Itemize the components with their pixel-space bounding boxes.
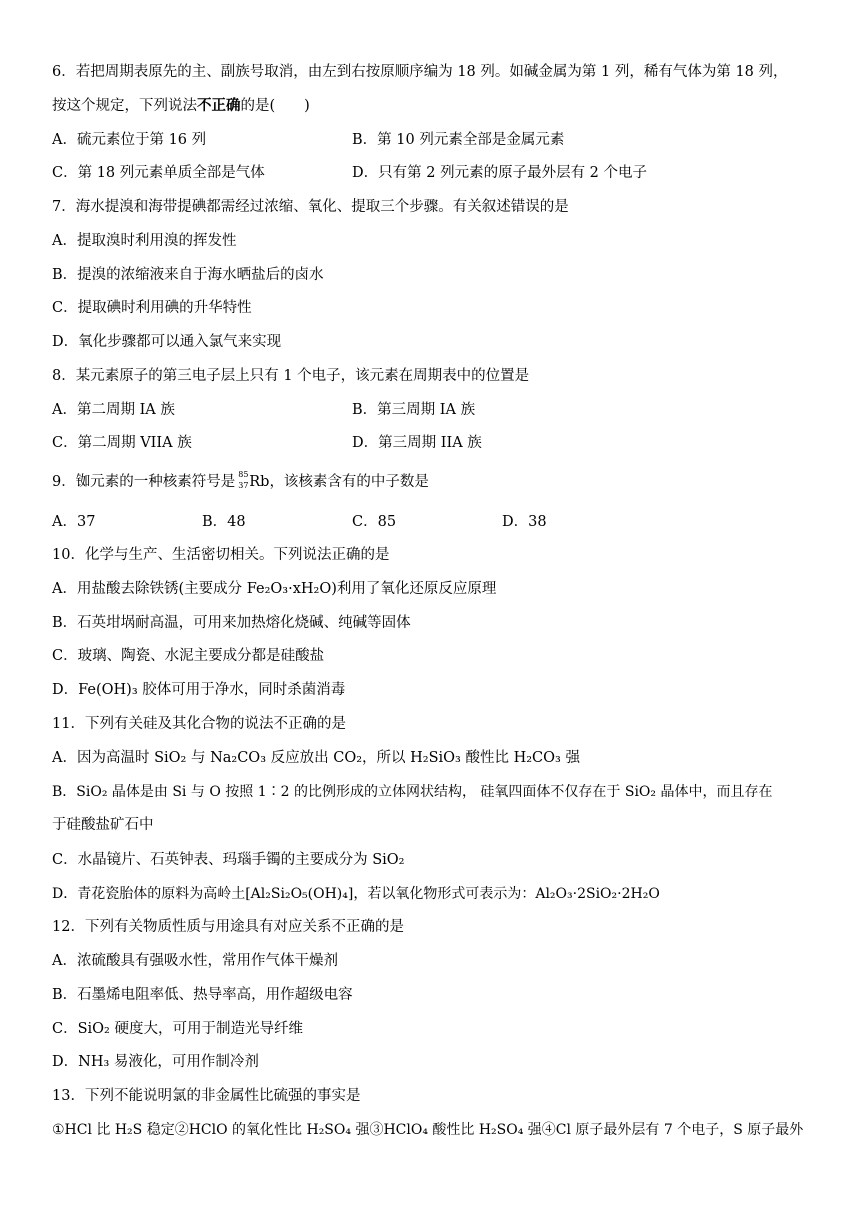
q9-option-a: A．37 [52,514,96,530]
q11-option-b-line2: 于硅酸盐矿石中 [52,817,154,833]
q12-option-a: A．浓硫酸具有强吸水性，常用作气体干燥剂 [52,953,338,969]
q9-stem [52,472,429,492]
element-symbol: Rb [249,474,270,490]
q7-option-b: B．提溴的浓缩液来自于海水晒盐后的卤水 [52,267,324,283]
q6-emphasis: 不正确 [197,97,241,114]
q6-stem-line2 [52,96,310,116]
q8-stem: 8．某元素原子的第三电子层上只有 1 个电子，该元素在周期表中的位置是 [52,368,530,384]
q7-option-a: A．提取溴时利用溴的挥发性 [52,233,237,249]
q10-stem: 10．化学与生产、生活密切相关。下列说法正确的是 [52,547,390,563]
q6-stem-line1: 6．若把周期表原先的主、副族号取消，由左到右按原顺序编为 18 列。如碱金属为第 1 列，稀有气体为第 18 列， [52,64,788,80]
q6-stem-text: 按这个规定，下列说法 [52,98,197,114]
q7-option-c: C．提取碘时利用碘的升华特性 [52,300,252,316]
q12-option-c: C．SiO₂ 硬度大，可用于制造光导纤维 [52,1021,303,1037]
nuclide-notation [235,472,249,492]
q12-option-b: B．石墨烯电阻率低、热导率高，用作超级电容 [52,987,353,1003]
q12-stem: 12．下列有关物质性质与用途具有对应关系不正确的是 [52,919,404,935]
q11-option-c: C．水晶镜片、石英钟表、玛瑙手镯的主要成分为 SiO₂ [52,852,405,868]
q10-option-c: C．玻璃、陶瓷、水泥主要成分都是硅酸盐 [52,648,325,664]
q10-option-a: A．用盐酸去除铁锈(主要成分 Fe₂O₃·xH₂O)利用了氧化还原反应原理 [52,581,497,597]
q11-stem: 11．下列有关硅及其化合物的说法不正确的是 [52,716,346,732]
q6-option-b: B．第 10 列元素全部是金属元素 [352,132,565,148]
q6-option-d: D．只有第 2 列元素的原子最外层有 2 个电子 [352,165,648,181]
q8-option-c: C．第二周期 VIIA 族 [52,435,192,451]
q7-option-d: D．氧化步骤都可以通入氯气来实现 [52,334,282,350]
q13-stem: 13．下列不能说明氯的非金属性比硫强的事实是 [52,1088,361,1104]
q9-stem-text: 9．铷元素的一种核素符号是 [52,474,236,490]
q9-option-c: C．85 [352,514,397,530]
q11-option-a: A．因为高温时 SiO₂ 与 Na₂CO₃ 反应放出 CO₂，所以 H₂SiO₃ 酸性比 H₂CO₃ 强 [52,750,580,766]
atomic-number: 37 [238,481,249,490]
q11-option-b-line1: B．SiO₂ 晶体是由 Si 与 O 按照 1∶2 的比例形成的立体网状结构， 硅氧四面体不仅存在于 SiO₂ 晶体中，而且存在 [52,784,773,800]
q6-option-c: C．第 18 列元素单质全部是气体 [52,165,265,181]
q6-option-a: A．硫元素位于第 16 列 [52,132,207,148]
q10-option-d: D．Fe(OH)₃ 胶体可用于净水，同时杀菌消毒 [52,682,346,698]
q9-option-d: D．38 [502,514,547,530]
q8-option-d: D．第三周期 IIA 族 [352,435,482,451]
q9-stem-tail: ，该核素含有的中子数是 [269,474,429,490]
mass-number: 85 [238,470,249,479]
q7-stem: 7．海水提溴和海带提碘都需经过浓缩、氧化、提取三个步骤。有关叙述错误的是 [52,199,569,215]
q12-option-d: D．NH₃ 易液化，可用作制冷剂 [52,1054,259,1070]
q8-option-b: B．第三周期 IA 族 [352,402,476,418]
q9-option-b: B．48 [202,514,246,530]
q13-statements: ①HCl 比 H₂S 稳定②HClO 的氧化性比 H₂SO₄ 强③HClO₄ 酸性比 H₂SO₄ 强④Cl 原子最外层有 7 个电子，S 原子最外 [52,1122,804,1138]
q6-stem-tail: 的是( ) [240,98,310,114]
q10-option-b: B．石英坩埚耐高温，可用来加热熔化烧碱、纯碱等固体 [52,615,411,631]
q11-option-d: D．青花瓷胎体的原料为高岭土[Al₂Si₂O₅(OH)₄]，若以氧化物形式可表示为：Al₂O₃·2SiO₂·2H₂O [52,886,660,902]
q8-option-a: A．第二周期 IA 族 [52,402,175,418]
